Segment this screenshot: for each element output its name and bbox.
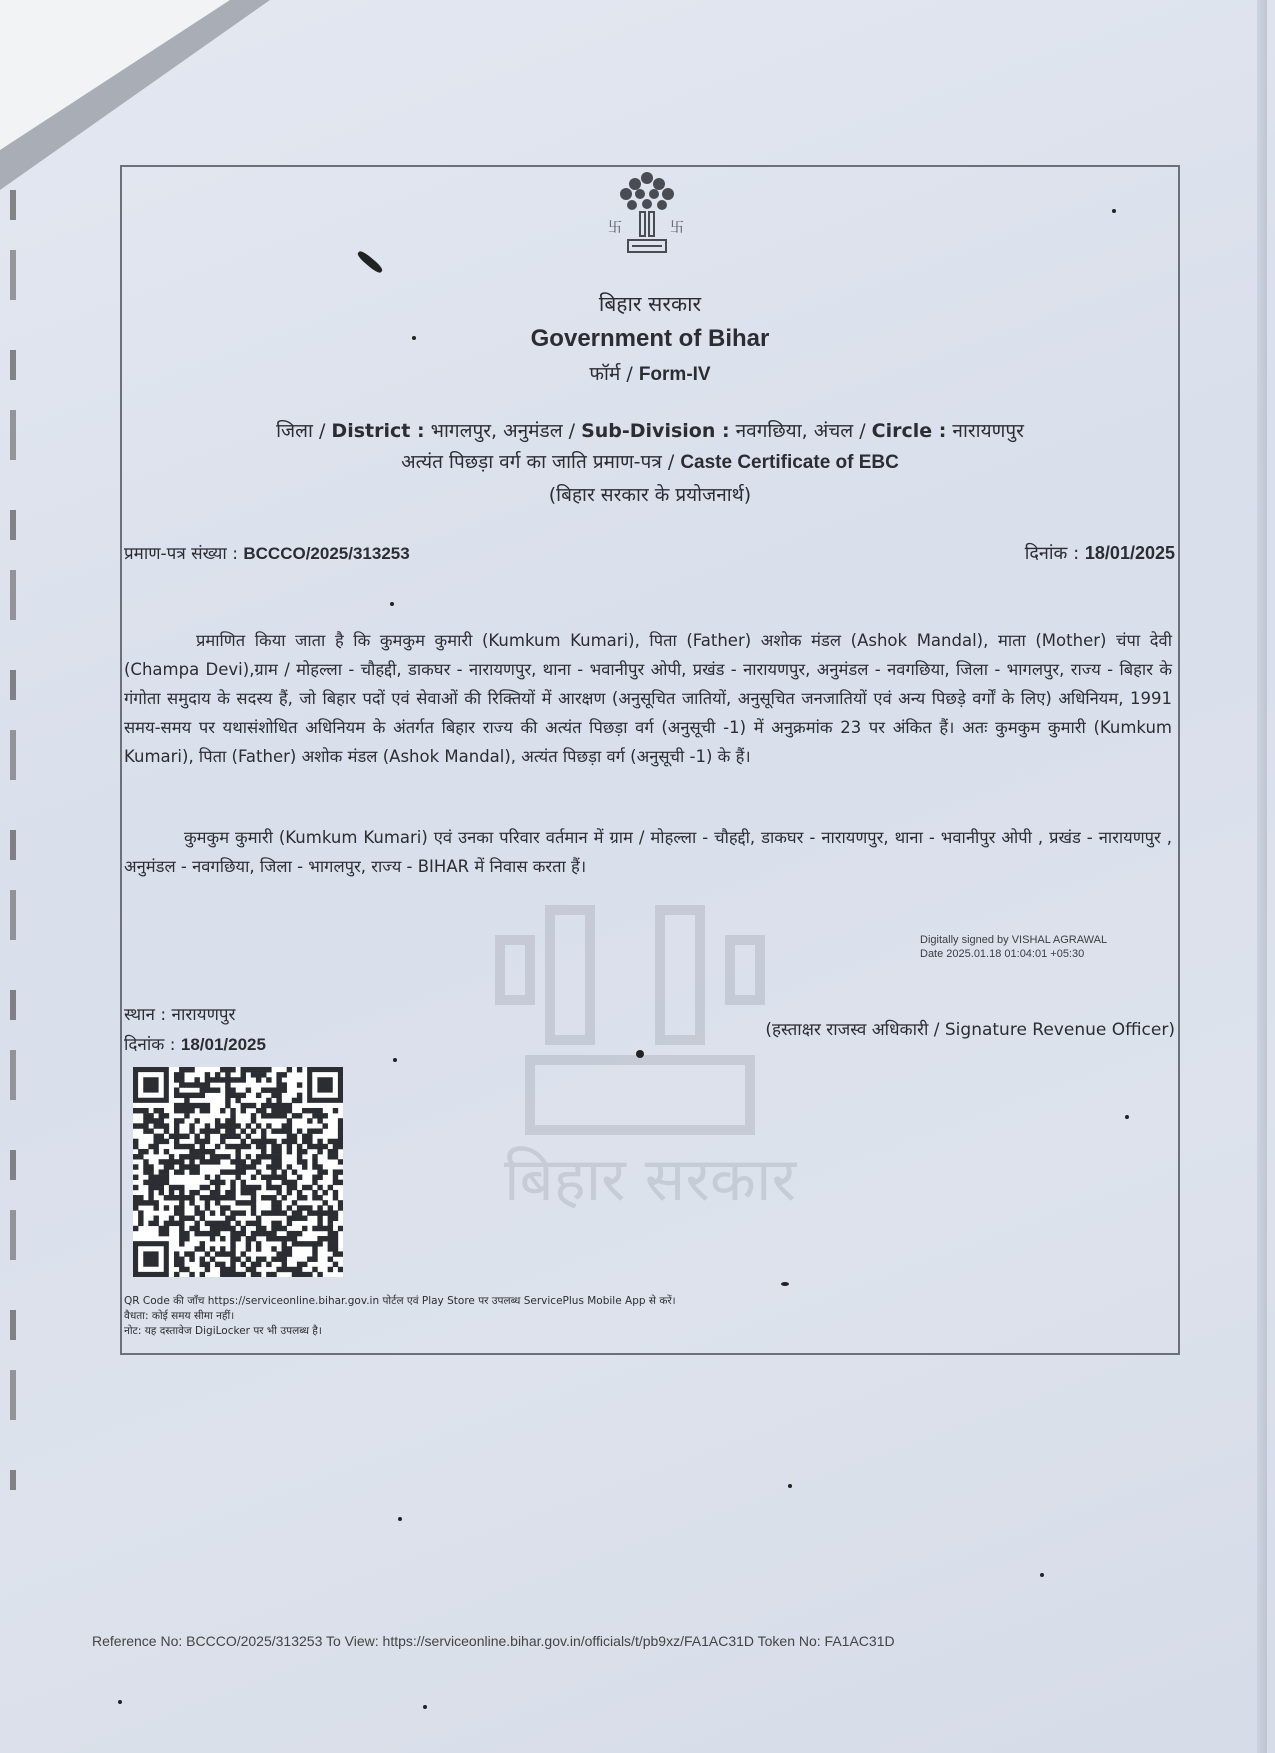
subdivision-value: नवगछिया, (735, 420, 808, 442)
ink-speck (1040, 1573, 1044, 1577)
ink-speck (781, 1282, 789, 1286)
ink-speck (788, 1484, 792, 1488)
place-label: स्थान : (124, 1005, 167, 1025)
folded-page-corner-highlight (0, 0, 230, 150)
circle-label-hi: अंचल / (813, 420, 866, 442)
ink-speck (412, 336, 416, 340)
circle-value: नारायणपुर (952, 420, 1024, 442)
ink-speck (1125, 1115, 1129, 1119)
form-label-hi: फॉर्म / (589, 363, 633, 385)
residence-paragraph: कुमकुम कुमारी (Kumkum Kumari) एवं उनका परिवार वर्तमान में ग्राम / मोहल्ला - चौहद्दी, डाकघर - नारायणपुर, थाना - भवानीपुर ओपी , प्रखंड - नारायणपुर , अनुमंडल - नवगछिया, जिला - भागलपुर, राज्य - BIHAR में निवास करता हैं। (124, 828, 1172, 876)
qr-code[interactable] (133, 1067, 343, 1277)
issue-date (1025, 541, 1175, 565)
place-and-date (124, 1000, 266, 1060)
bottom-date-value: 18/01/2025 (180, 1035, 266, 1054)
place-value: नारायणपुर (171, 1005, 236, 1025)
ink-speck (636, 1050, 644, 1058)
watermark-text: बिहार सरकार (503, 1145, 797, 1215)
qr-verification-note: QR Code की जाँच https://serviceonline.bihar.gov.in पोर्टल एवं Play Store पर उपलब्ध ServicePlus Mobile App से करें। (124, 1295, 676, 1307)
certificate-purpose: (बिहार सरकार के प्रयोजनार्थ) (548, 484, 752, 506)
digilocker-note: नोट: यह दस्तावेज DigiLocker पर भी उपलब्ध है। (124, 1325, 322, 1337)
certificate-title-hi: अत्यंत पिछड़ा वर्ग का जाति प्रमाण-पत्र / (401, 451, 675, 473)
reference-footer: Reference No: BCCCO/2025/313253 To View: https://serviceonline.bihar.gov.in/officials/t/pb9xz/FA1AC31D Token No: FA1AC31D (92, 1633, 895, 1649)
issue-date-label: दिनांक : (1024, 543, 1080, 564)
form-label (120, 360, 1180, 386)
certificate-title (120, 448, 1180, 474)
ink-speck (118, 1700, 122, 1704)
digital-signature-stamp (920, 933, 1107, 961)
certificate-title-en: Caste Certificate of EBC (680, 452, 899, 473)
district-label-hi: जिला / (276, 420, 326, 442)
jurisdiction-line (120, 417, 1180, 443)
page-edge (1257, 0, 1267, 1753)
bihar-emblem-icon (602, 168, 692, 258)
ink-speck (390, 602, 394, 606)
digital-signature-signer: Digitally signed by VISHAL AGRAWAL (920, 934, 1108, 946)
form-number: Form-IV (638, 364, 711, 385)
certification-paragraph: प्रमाणित किया जाता है कि कुमकुम कुमारी (Kumkum Kumari), पिता (Father) अशोक मंडल (Ashok Mandal), माता (Mother) चंपा देवी (Champa Devi),ग्राम / मोहल्ला - चौहद्दी, डाकघर - नारायणपुर, थाना - भवानीपुर ओपी, प्रखंड - नारायणपुर, अनुमंडल - नवगछिया, जिला - भागलपुर, राज्य - बिहार के गंगोता समुदाय के सदस्य हैं, जो बिहार पदों एवं सेवाओं की रिक्तियों में आरक्षण (अनुसूचित जातियों, अनुसूचित जनजातियों एवं अन्य पिछड़े वर्गों के लिए) अधिनियम, 1991 समय-समय पर यथासंशोधित अधिनियम के अंतर्गत बिहार राज्य की अत्यंत पिछड़ा वर्ग (अनुसूची -1) में अनुक्रमांक 23 पर अंकित हैं। अतः कुमकुम कुमारी (Kumkum Kumari), पिता (Father) अशोक मंडल (Ashok Mandal), अत्यंत पिछड़ा वर्ग (अनुसूची -1) के हैं। (124, 631, 1172, 766)
district-value: भागलपुर, (430, 420, 498, 442)
government-title: Government of Bihar (530, 325, 770, 352)
validity-note: वैधता: कोई समय सीमा नहीं। (124, 1310, 235, 1322)
bottom-date-label: दिनांक : (124, 1035, 176, 1055)
ink-speck (423, 1705, 427, 1709)
verification-notes (124, 1294, 676, 1339)
svg-text:卐: 卐 (670, 220, 684, 236)
emblem-watermark (440, 880, 860, 1220)
bottom-date-line (124, 1030, 266, 1060)
district-label: District : (331, 420, 425, 442)
ink-speck (1112, 209, 1116, 213)
ink-speck (398, 1517, 402, 1521)
subdivision-label-hi: अनुमंडल / (503, 420, 576, 442)
hindi-government-title: बिहार सरकार (598, 292, 702, 316)
ink-speck (393, 1058, 397, 1062)
digital-signature-date: Date 2025.01.18 01:04:01 +05:30 (920, 948, 1085, 960)
binding-marks (10, 190, 16, 1490)
place-line (124, 1000, 266, 1030)
certificate-number-value: BCCCO/2025/313253 (243, 544, 410, 563)
svg-text:卐: 卐 (608, 220, 622, 236)
certificate-number (124, 541, 410, 564)
signature-revenue-officer: (हस्ताक्षर राजस्व अधिकारी / Signature Revenue Officer) (765, 1020, 1175, 1040)
subdivision-label: Sub-Division : (581, 420, 730, 442)
circle-label: Circle : (871, 420, 947, 442)
certificate-number-label: प्रमाण-पत्र संख्या : (124, 544, 238, 564)
issue-date-value: 18/01/2025 (1084, 543, 1175, 563)
